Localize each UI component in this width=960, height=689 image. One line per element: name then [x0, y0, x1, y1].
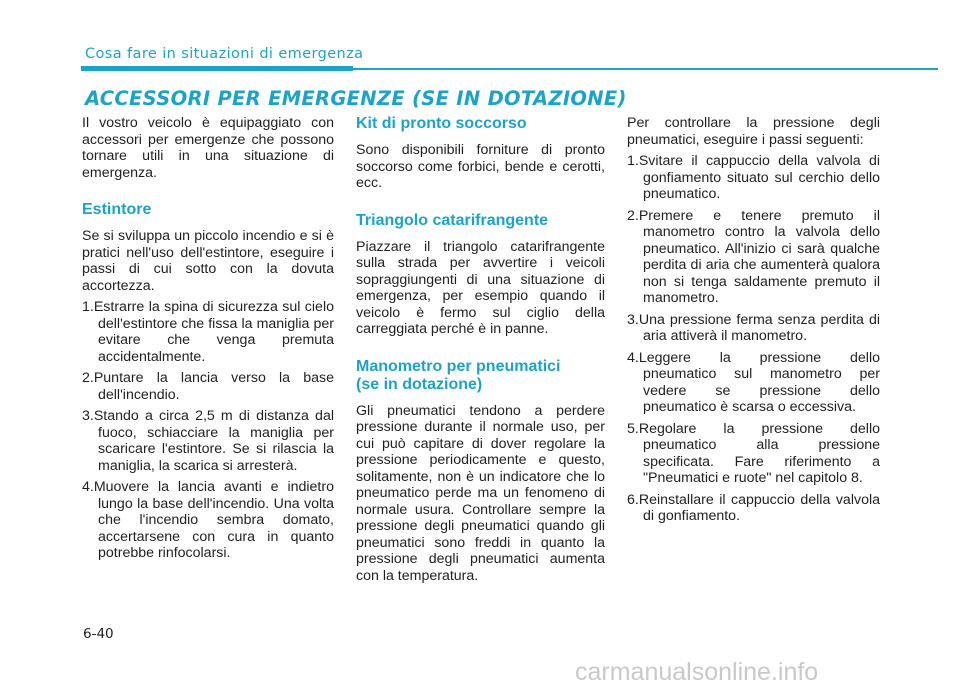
heading-estintore: Estintore — [82, 201, 152, 218]
list-item: 6.Reinstallare il cappuccio della valvola di gonfiamento. — [627, 491, 880, 524]
list-item: 5.Regolare la pressione dello pneumatico alla pressione specificata. Fare riferimento a "Pneumatici e ruote" nel capitolo 8. — [627, 420, 880, 486]
list-item: 3.Stando a circa 2,5 m di distanza dal fuoco, schiacciare la maniglia per scaricare l'estintore. Se si rilascia la maniglia, la scarica si arresterà. — [82, 408, 334, 474]
section-title: ACCESSORI PER EMERGENZE (SE IN DOTAZIONE) — [85, 87, 627, 110]
pressione-steps — [627, 153, 880, 525]
column-1 — [82, 115, 334, 567]
column-3 — [627, 115, 880, 530]
heading-pronto-soccorso: Kit di pronto soccorso — [356, 115, 527, 132]
watermark: carmanualsonline.info — [575, 658, 819, 686]
pressione-intro: Per controllare la pressione degli pneumatici, eseguire i passi seguenti: — [627, 115, 880, 148]
list-item: 4.Leggere la pressione dello pneumatico sul manometro per vedere se pressione dello pneumatico è scarsa o eccessiva. — [627, 349, 880, 415]
estintore-steps — [82, 299, 334, 562]
list-item: 1.Svitare il cappuccio della valvola di gonfiamento situato sul cerchio dello pneumatico. — [627, 153, 880, 202]
list-item: 2.Premere e tenere premuto il manometro contro la valvola dello pneumatico. All'inizio ci sarà qualche perdita di aria che aumenterà qualora non si tenga saldamente premuto il manometro. — [627, 207, 880, 306]
heading-manometro-line1: Manometro per pneumatici — [356, 357, 561, 375]
column-2 — [356, 115, 605, 584]
heading-manometro-line2: (se in dotazione) — [356, 375, 483, 393]
estintore-paragraph: Se si sviluppa un piccolo incendio e si è pratici nell'uso dell'estintore, eseguire i passi di cui sotto con la dovuta accortezza. — [82, 228, 334, 294]
pronto-soccorso-paragraph: Sono disponibili forniture di pronto soccorso come forbici, bende e cerotti, ecc. — [356, 142, 605, 191]
list-item: 4.Muovere la lancia avanti e indietro lungo la base dell'incendio. Una volta che l'incendio sembra domato, accertarsene con cura in quanto potrebbe rinfocolarsi. — [82, 479, 334, 561]
intro-paragraph: Il vostro veicolo è equipaggiato con accessori per emergenze che possono tornare utili in una situazione di emergenza. — [82, 115, 334, 181]
list-item: 3.Una pressione ferma senza perdita di aria attiverà il manometro. — [627, 311, 880, 344]
heading-triangolo: Triangolo catarifrangente — [356, 211, 549, 229]
triangolo-paragraph: Piazzare il triangolo catarifrangente sulla strada per avvertire i veicoli sopraggiungenti di una situazione di emergenza, per esempio quando il veicolo è fermo sul ciglio della carreggiata perché è in panne. — [356, 238, 605, 337]
header-rule-accent — [81, 66, 353, 71]
manometro-paragraph: Gli pneumatici tendono a perdere pressione durante il normale uso, per cui può capitare di dover regolare la pressione periodicamente e questo, solitamente, non è un indicatore che lo pneumatico perde ma un fenomeno di normale usura. Controllare sempre la pressione degli pneumatici quando gli pneumatici sono freddi in quanto la pressione degli pneumatici aumenta con la temperatura. — [356, 402, 605, 584]
page-number: 6-40 — [83, 626, 114, 642]
heading-manometro — [356, 358, 605, 394]
list-item: 1.Estrarre la spina di sicurezza sul cielo dell'estintore che fissa la maniglia per evitare che venga premuta accidentalmente. — [82, 299, 334, 365]
list-item: 2.Puntare la lancia verso la base dell'incendio. — [82, 370, 334, 403]
chapter-header: Cosa fare in situazioni di emergenza — [85, 46, 364, 62]
